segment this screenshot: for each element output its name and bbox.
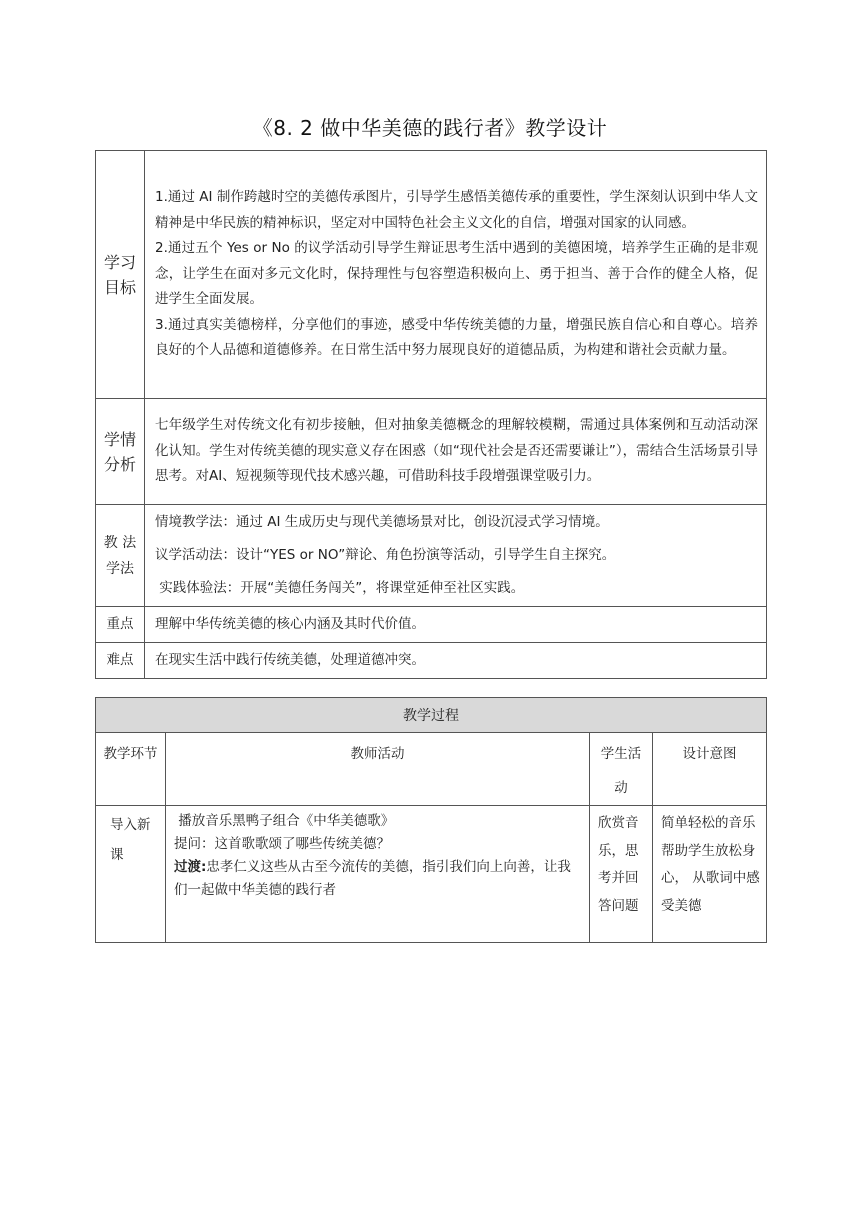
objective-1: 1.通过 AI 制作跨越时空的美德传承图片，引导学生感悟美德传承的重要性，学生深刻认识到中华人文精神是中华民族的精神标识，坚定对中国特色社会主义文化的自信，增强对国家的认同感。 — [155, 189, 758, 231]
method-3: 实践体验法：开展“美德任务闯关”，将课堂延伸至社区实践。 — [155, 580, 525, 596]
teacher-line-2: 提问：这首歌歌颂了哪些传统美德？ — [174, 836, 390, 852]
analysis-row — [96, 399, 767, 505]
objectives-label — [96, 151, 145, 399]
teacher-transition — [174, 856, 581, 902]
header-stage: 教学环节 — [96, 733, 166, 806]
teacher-activity-cell — [166, 806, 590, 943]
teaching-process-table — [95, 697, 767, 943]
analysis-label — [96, 399, 145, 505]
design-intent-cell: 简单轻松的音乐帮助学生放松身心， 从歌词中感受美德 — [653, 806, 767, 943]
objectives-label-line-2: 目标 — [103, 277, 136, 297]
objectives-content — [145, 151, 767, 399]
objectives-label-line-1: 学习 — [103, 252, 136, 272]
methods-label-line-1: 教 法 — [103, 534, 137, 551]
key-point-label: 重点 — [96, 607, 145, 643]
difficulty-row — [96, 643, 767, 679]
methods-label-line-2: 学法 — [106, 560, 134, 577]
header-intent: 设计意图 — [653, 733, 767, 806]
objective-2: 2.通过五个 Yes or No 的议学活动引导学生辩证思考生活中遇到的美德困境，培养学生正确的是非观念，让学生在面对多元文化时，保持理性与包容塑造积极向上、勇于担当、善于合作的健全人格，促进学生全面发展。 — [155, 240, 758, 308]
analysis-label-line-1: 学情 — [103, 429, 136, 449]
objective-3: 3.通过真实美德榜样，分享他们的事迹，感受中华传统美德的力量，增强民族自信心和自尊心。培养良好的个人品德和道德修养。在日常生活中努力展现良好的道德品质，为构建和谐社会贡献力量。 — [155, 316, 758, 359]
transition-label: 过渡: — [174, 859, 207, 875]
lesson-info-table — [95, 150, 767, 679]
key-point-row — [96, 607, 767, 643]
methods-content — [145, 505, 767, 607]
teacher-line-1: 播放音乐黑鸭子组合《中华美德歌》 — [174, 813, 395, 829]
header-student: 学生活动 — [590, 733, 653, 806]
methods-row — [96, 505, 767, 607]
method-2: 议学活动法：设计“YES or NO”辩论、角色扮演等活动，引导学生自主探究。 — [155, 547, 616, 563]
student-activity-cell: 欣赏音乐，思考并回答问题 — [590, 806, 653, 943]
process-row — [96, 806, 767, 943]
page-title: 《8. 2 做中华美德的践行者》教学设计 — [252, 116, 608, 140]
key-point-content: 理解中华传统美德的核心内涵及其时代价值。 — [145, 607, 767, 643]
header-teacher: 教师活动 — [166, 733, 590, 806]
difficulty-content: 在现实生活中践行传统美德，处理道德冲突。 — [145, 643, 767, 679]
process-title: 教学过程 — [96, 698, 767, 733]
transition-text: 忠孝仁义这些从古至今流传的美德，指引我们向上向善，让我们一起做中华美德的践行者 — [174, 859, 571, 898]
method-1: 情境教学法：通过 AI 生成历史与现代美德场景对比，创设沉浸式学习情境。 — [155, 514, 609, 530]
process-title-row — [96, 698, 767, 733]
difficulty-label: 难点 — [96, 643, 145, 679]
objectives-row — [96, 151, 767, 399]
analysis-label-line-2: 分析 — [103, 454, 136, 474]
stage-cell: 导入新课 — [96, 806, 166, 943]
methods-label — [96, 505, 145, 607]
process-header-row — [96, 733, 767, 806]
analysis-content: 七年级学生对传统文化有初步接触，但对抽象美德概念的理解较模糊，需通过具体案例和互动活动深化认知。学生对传统美德的现实意义存在困惑（如“现代社会是否还需要谦让”），需结合生活场景引导思考。对AI、短视频等现代技术感兴趣，可借助科技手段增强课堂吸引力。 — [145, 399, 767, 505]
